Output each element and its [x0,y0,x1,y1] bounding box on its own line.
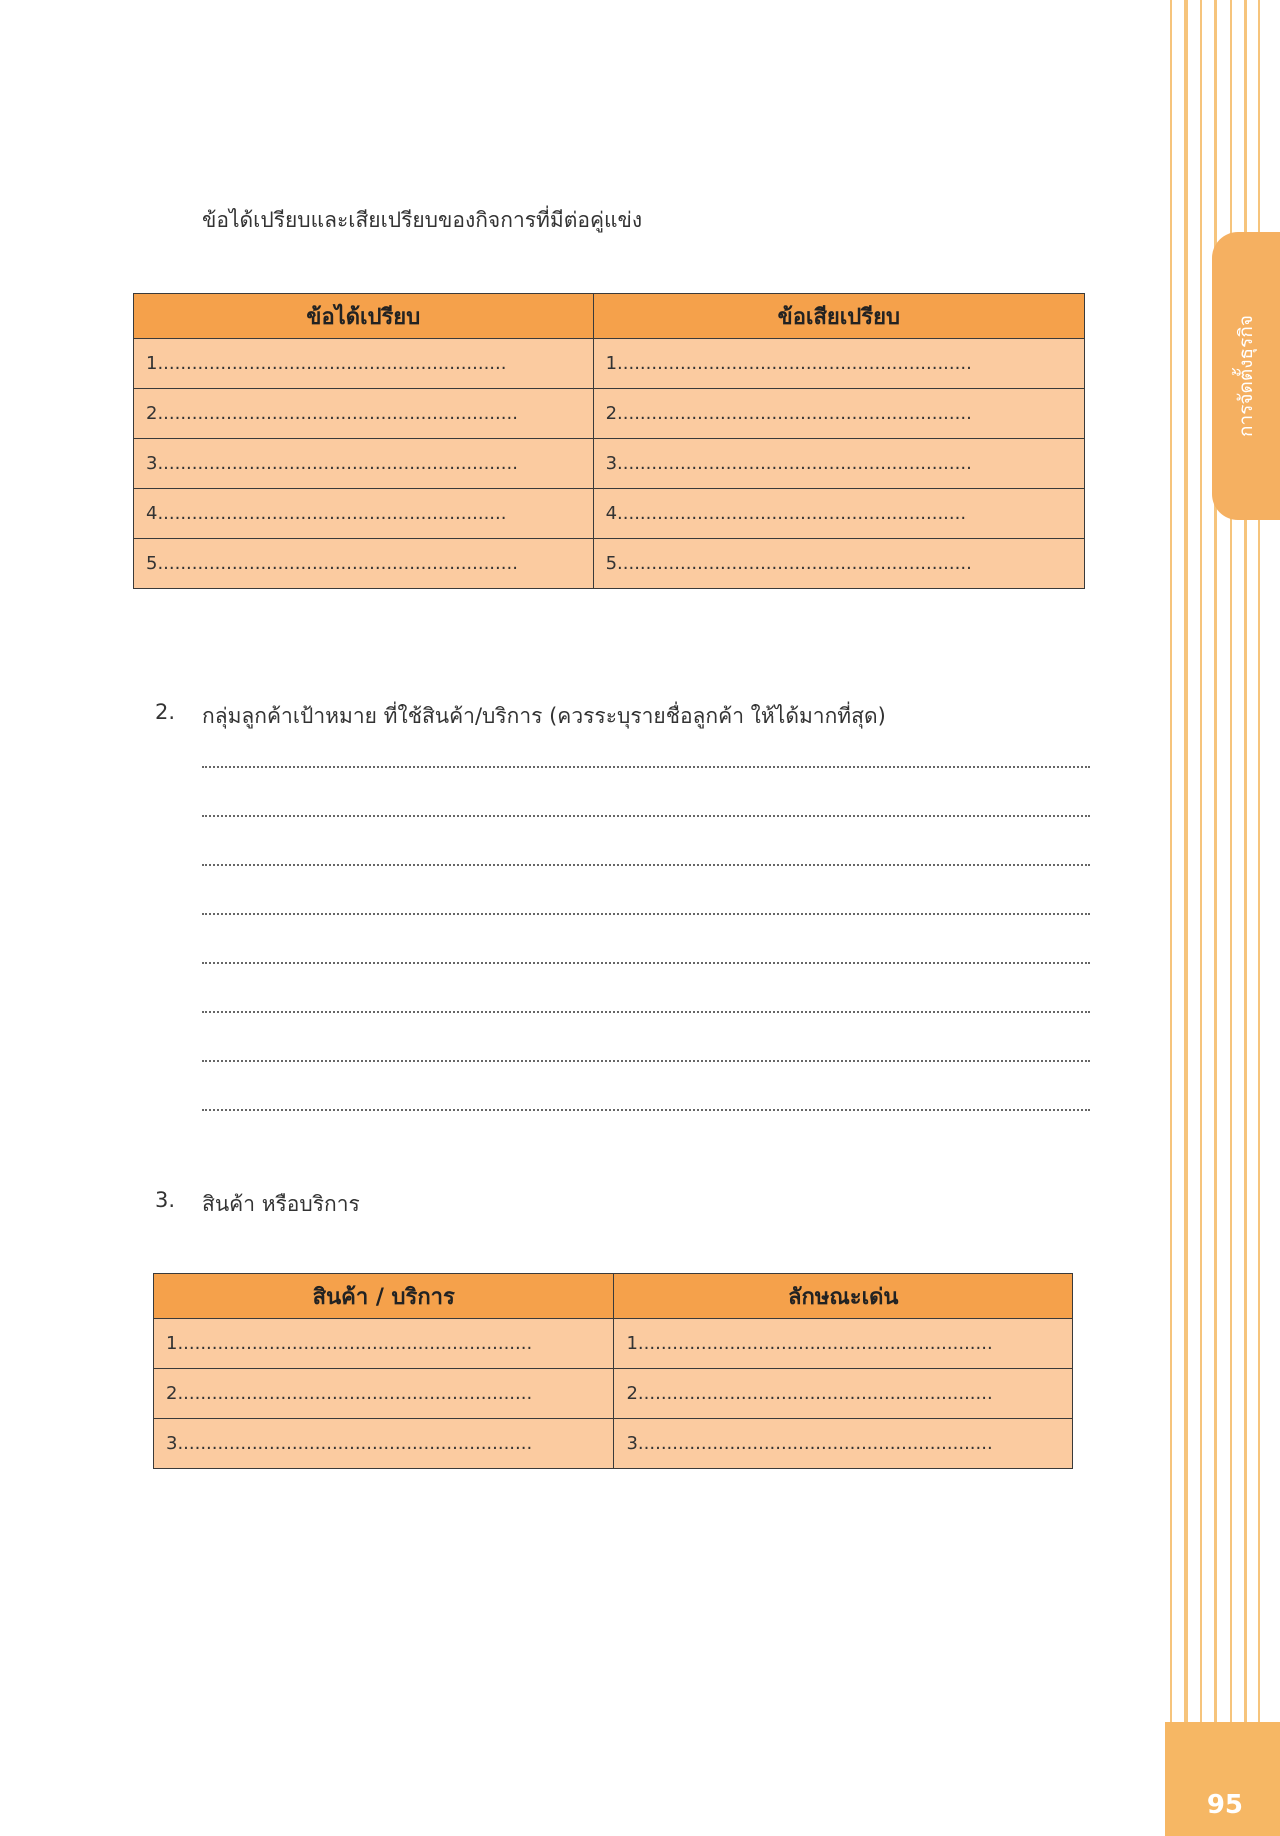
page-number: 95 [1206,1790,1243,1820]
table-cell[interactable]: 5............................................................... [134,539,594,589]
header-product-service: สินค้า / บริการ [154,1274,614,1319]
table-row [154,1319,1073,1369]
answer-line[interactable] [202,764,1090,768]
answer-line[interactable] [202,960,1090,964]
table-cell[interactable]: 4............................................................. [134,489,594,539]
section-2-title: กลุ่มลูกค้าเป้าหมาย ที่ใช้สินค้า/บริการ (ควรระบุรายชื่อลูกค้า ให้ได้มากที่สุด) [202,704,886,728]
section-3-title: สินค้า หรือบริการ [202,1192,360,1216]
header-disadvantage: ข้อเสียเปรียบ [593,294,1084,339]
answer-line[interactable] [202,813,1090,817]
table-cell[interactable]: 1............................................................. [134,339,594,389]
table-cell[interactable]: 4............................................................. [593,489,1084,539]
answer-line[interactable] [202,862,1090,866]
table-header-row [154,1274,1073,1319]
section-3-number: 3. [155,1188,176,1212]
answer-line[interactable] [202,1058,1090,1062]
answer-line[interactable] [202,911,1090,915]
margin-line [1200,0,1202,1836]
margin-line [1184,0,1188,1836]
table-cell[interactable]: 3.............................................................. [154,1419,614,1469]
table-cell[interactable]: 3.............................................................. [593,439,1084,489]
table-header-row [134,294,1085,339]
table-row [134,489,1085,539]
advantage-table [133,293,1085,589]
table-row [154,1419,1073,1469]
table-row [154,1369,1073,1419]
answer-line[interactable] [202,1009,1090,1013]
product-table [153,1273,1073,1469]
table-cell[interactable]: 1.............................................................. [614,1319,1073,1369]
table-cell[interactable]: 2.............................................................. [614,1369,1073,1419]
table-row [134,439,1085,489]
table-cell[interactable]: 3............................................................... [134,439,594,489]
header-highlight: ลักษณะเด่น [614,1274,1073,1319]
table-cell[interactable]: 1.............................................................. [593,339,1084,389]
answer-line[interactable] [202,1107,1090,1111]
margin-line [1170,0,1172,1836]
table-row [134,389,1085,439]
header-advantage: ข้อได้เปรียบ [134,294,594,339]
table-cell[interactable]: 2.............................................................. [593,389,1084,439]
table-cell[interactable]: 2.............................................................. [154,1369,614,1419]
section-heading: ข้อได้เปรียบและเสียเปรียบของกิจการที่มีต่อคู่แข่ง [202,208,643,232]
chapter-tab-label-wrap [1212,232,1280,520]
table-cell[interactable]: 2............................................................... [134,389,594,439]
table-cell[interactable]: 3.............................................................. [614,1419,1073,1469]
table-row [134,339,1085,389]
table-cell[interactable]: 1.............................................................. [154,1319,614,1369]
chapter-tab-label: การจัดตั้งธุรกิจ [1235,315,1257,437]
section-2-number: 2. [155,700,176,724]
table-cell[interactable]: 5.............................................................. [593,539,1084,589]
table-row [134,539,1085,589]
